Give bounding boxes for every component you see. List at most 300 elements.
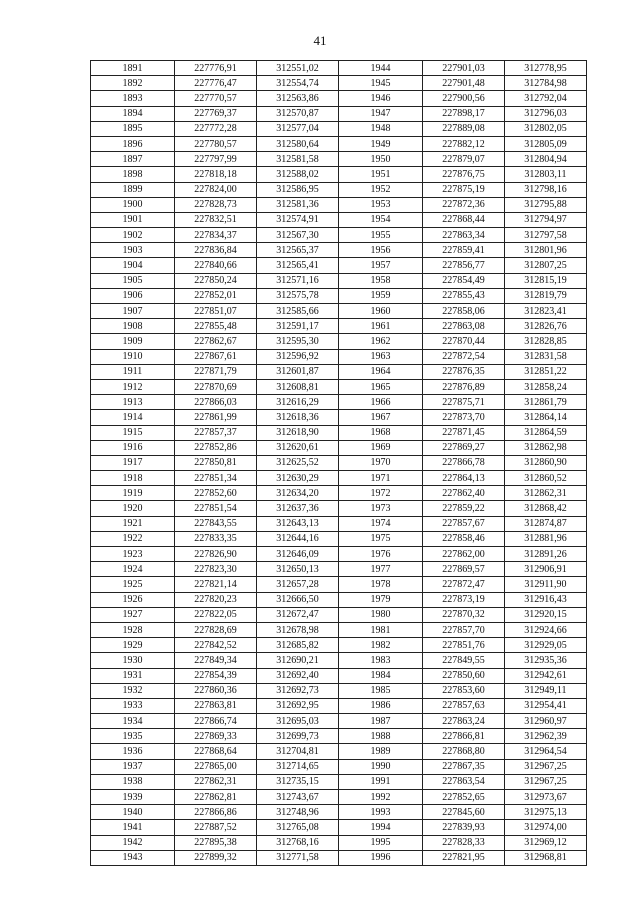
x-coordinate-left: 227850,24 — [175, 273, 257, 288]
table-row — [91, 805, 587, 820]
y-coordinate-right: 312784,98 — [505, 76, 587, 91]
x-coordinate-left: 227899,32 — [175, 850, 257, 865]
y-coordinate-left: 312585,66 — [257, 304, 339, 319]
point-number-right: 1955 — [339, 228, 423, 243]
x-coordinate-left: 227862,81 — [175, 790, 257, 805]
x-coordinate-right: 227901,48 — [423, 76, 505, 91]
point-number-left: 1916 — [91, 440, 175, 455]
y-coordinate-right: 312795,88 — [505, 197, 587, 212]
x-coordinate-left: 227861,99 — [175, 410, 257, 425]
x-coordinate-right: 227858,06 — [423, 304, 505, 319]
y-coordinate-right: 312973,67 — [505, 790, 587, 805]
y-coordinate-left: 312616,29 — [257, 395, 339, 410]
y-coordinate-left: 312586,95 — [257, 182, 339, 197]
y-coordinate-right: 312851,22 — [505, 364, 587, 379]
x-coordinate-left: 227860,36 — [175, 683, 257, 698]
y-coordinate-right: 312924,66 — [505, 622, 587, 637]
y-coordinate-left: 312563,86 — [257, 91, 339, 106]
table-row — [91, 258, 587, 273]
y-coordinate-left: 312692,95 — [257, 698, 339, 713]
y-coordinate-right: 312823,41 — [505, 304, 587, 319]
point-number-left: 1924 — [91, 562, 175, 577]
y-coordinate-right: 312874,87 — [505, 516, 587, 531]
point-number-left: 1936 — [91, 744, 175, 759]
point-number-left: 1911 — [91, 364, 175, 379]
table-row — [91, 516, 587, 531]
point-number-left: 1904 — [91, 258, 175, 273]
y-coordinate-right: 312819,79 — [505, 288, 587, 303]
y-coordinate-left: 312574,91 — [257, 212, 339, 227]
y-coordinate-left: 312630,29 — [257, 471, 339, 486]
x-coordinate-right: 227876,35 — [423, 364, 505, 379]
table-row — [91, 486, 587, 501]
y-coordinate-right: 312864,59 — [505, 425, 587, 440]
y-coordinate-left: 312672,47 — [257, 607, 339, 622]
point-number-right: 1951 — [339, 167, 423, 182]
point-number-left: 1940 — [91, 805, 175, 820]
x-coordinate-right: 227875,71 — [423, 395, 505, 410]
point-number-right: 1972 — [339, 486, 423, 501]
table-row — [91, 395, 587, 410]
point-number-right: 1979 — [339, 592, 423, 607]
point-number-left: 1898 — [91, 167, 175, 182]
y-coordinate-left: 312735,15 — [257, 774, 339, 789]
table-row — [91, 698, 587, 713]
y-coordinate-left: 312699,73 — [257, 729, 339, 744]
x-coordinate-right: 227873,19 — [423, 592, 505, 607]
y-coordinate-left: 312595,30 — [257, 334, 339, 349]
x-coordinate-right: 227868,80 — [423, 744, 505, 759]
point-number-left: 1917 — [91, 455, 175, 470]
y-coordinate-right: 312962,39 — [505, 729, 587, 744]
y-coordinate-right: 312807,25 — [505, 258, 587, 273]
y-coordinate-right: 312974,00 — [505, 820, 587, 835]
point-number-right: 1973 — [339, 501, 423, 516]
y-coordinate-right: 312778,95 — [505, 61, 587, 76]
point-number-left: 1935 — [91, 729, 175, 744]
x-coordinate-left: 227867,61 — [175, 349, 257, 364]
point-number-left: 1920 — [91, 501, 175, 516]
point-number-left: 1943 — [91, 850, 175, 865]
y-coordinate-left: 312646,09 — [257, 547, 339, 562]
point-number-left: 1891 — [91, 61, 175, 76]
x-coordinate-left: 227851,07 — [175, 304, 257, 319]
table-row — [91, 425, 587, 440]
y-coordinate-left: 312570,87 — [257, 106, 339, 121]
table-row — [91, 668, 587, 683]
x-coordinate-right: 227859,22 — [423, 501, 505, 516]
y-coordinate-left: 312618,90 — [257, 425, 339, 440]
y-coordinate-right: 312964,54 — [505, 744, 587, 759]
point-number-right: 1980 — [339, 607, 423, 622]
y-coordinate-right: 312802,05 — [505, 121, 587, 136]
x-coordinate-left: 227866,74 — [175, 714, 257, 729]
x-coordinate-right: 227828,33 — [423, 835, 505, 850]
y-coordinate-left: 312596,92 — [257, 349, 339, 364]
x-coordinate-left: 227818,18 — [175, 167, 257, 182]
x-coordinate-left: 227852,01 — [175, 288, 257, 303]
table-row — [91, 334, 587, 349]
point-number-right: 1988 — [339, 729, 423, 744]
x-coordinate-right: 227864,13 — [423, 471, 505, 486]
table-row — [91, 410, 587, 425]
table-row — [91, 349, 587, 364]
x-coordinate-right: 227900,56 — [423, 91, 505, 106]
x-coordinate-left: 227887,52 — [175, 820, 257, 835]
point-number-right: 1974 — [339, 516, 423, 531]
x-coordinate-right: 227849,55 — [423, 653, 505, 668]
point-number-left: 1934 — [91, 714, 175, 729]
table-row — [91, 121, 587, 136]
y-coordinate-right: 312891,26 — [505, 547, 587, 562]
point-number-right: 1944 — [339, 61, 423, 76]
x-coordinate-left: 227869,33 — [175, 729, 257, 744]
x-coordinate-right: 227867,35 — [423, 759, 505, 774]
x-coordinate-right: 227852,65 — [423, 790, 505, 805]
y-coordinate-left: 312657,28 — [257, 577, 339, 592]
x-coordinate-right: 227873,70 — [423, 410, 505, 425]
point-number-left: 1941 — [91, 820, 175, 835]
point-number-left: 1893 — [91, 91, 175, 106]
point-number-right: 1995 — [339, 835, 423, 850]
point-number-left: 1909 — [91, 334, 175, 349]
y-coordinate-right: 312828,85 — [505, 334, 587, 349]
x-coordinate-right: 227851,76 — [423, 638, 505, 653]
y-coordinate-right: 312911,90 — [505, 577, 587, 592]
y-coordinate-left: 312643,13 — [257, 516, 339, 531]
y-coordinate-left: 312690,21 — [257, 653, 339, 668]
x-coordinate-right: 227869,57 — [423, 562, 505, 577]
point-number-right: 1987 — [339, 714, 423, 729]
point-number-left: 1942 — [91, 835, 175, 850]
y-coordinate-left: 312704,81 — [257, 744, 339, 759]
x-coordinate-left: 227850,81 — [175, 455, 257, 470]
table-row — [91, 106, 587, 121]
point-number-right: 1946 — [339, 91, 423, 106]
point-number-right: 1947 — [339, 106, 423, 121]
point-number-right: 1957 — [339, 258, 423, 273]
point-number-left: 1906 — [91, 288, 175, 303]
table-row — [91, 273, 587, 288]
x-coordinate-right: 227854,49 — [423, 273, 505, 288]
y-coordinate-left: 312714,65 — [257, 759, 339, 774]
x-coordinate-right: 227869,27 — [423, 440, 505, 455]
y-coordinate-right: 312967,25 — [505, 759, 587, 774]
y-coordinate-left: 312637,36 — [257, 501, 339, 516]
point-number-right: 1994 — [339, 820, 423, 835]
point-number-left: 1902 — [91, 228, 175, 243]
table-row — [91, 91, 587, 106]
x-coordinate-left: 227821,14 — [175, 577, 257, 592]
y-coordinate-right: 312794,97 — [505, 212, 587, 227]
y-coordinate-right: 312968,81 — [505, 850, 587, 865]
x-coordinate-left: 227852,86 — [175, 440, 257, 455]
y-coordinate-left: 312678,98 — [257, 622, 339, 637]
point-number-left: 1899 — [91, 182, 175, 197]
point-number-right: 1986 — [339, 698, 423, 713]
table-row — [91, 319, 587, 334]
y-coordinate-right: 312801,96 — [505, 243, 587, 258]
table-row — [91, 501, 587, 516]
point-number-right: 1996 — [339, 850, 423, 865]
point-number-right: 1982 — [339, 638, 423, 653]
page-number: 41 — [313, 33, 327, 48]
point-number-right: 1956 — [339, 243, 423, 258]
x-coordinate-left: 227776,91 — [175, 61, 257, 76]
y-coordinate-right: 312826,76 — [505, 319, 587, 334]
x-coordinate-left: 227866,03 — [175, 395, 257, 410]
table-row — [91, 622, 587, 637]
x-coordinate-right: 227863,08 — [423, 319, 505, 334]
point-number-left: 1937 — [91, 759, 175, 774]
table-row — [91, 547, 587, 562]
x-coordinate-left: 227840,66 — [175, 258, 257, 273]
y-coordinate-right: 312797,58 — [505, 228, 587, 243]
y-coordinate-left: 312608,81 — [257, 379, 339, 394]
x-coordinate-left: 227772,28 — [175, 121, 257, 136]
y-coordinate-right: 312967,25 — [505, 774, 587, 789]
table-row — [91, 197, 587, 212]
point-number-right: 1961 — [339, 319, 423, 334]
y-coordinate-right: 312804,94 — [505, 152, 587, 167]
y-coordinate-left: 312692,40 — [257, 668, 339, 683]
point-number-left: 1905 — [91, 273, 175, 288]
x-coordinate-right: 227821,95 — [423, 850, 505, 865]
x-coordinate-left: 227862,31 — [175, 774, 257, 789]
point-number-right: 1949 — [339, 136, 423, 151]
point-number-right: 1981 — [339, 622, 423, 637]
y-coordinate-left: 312588,02 — [257, 167, 339, 182]
x-coordinate-left: 227857,37 — [175, 425, 257, 440]
point-number-right: 1967 — [339, 410, 423, 425]
table-row — [91, 850, 587, 865]
x-coordinate-left: 227832,51 — [175, 212, 257, 227]
y-coordinate-right: 312864,14 — [505, 410, 587, 425]
x-coordinate-right: 227853,60 — [423, 683, 505, 698]
point-number-right: 1992 — [339, 790, 423, 805]
x-coordinate-left: 227895,38 — [175, 835, 257, 850]
x-coordinate-left: 227834,37 — [175, 228, 257, 243]
point-number-left: 1897 — [91, 152, 175, 167]
x-coordinate-right: 227862,00 — [423, 547, 505, 562]
point-number-right: 1990 — [339, 759, 423, 774]
point-number-left: 1939 — [91, 790, 175, 805]
x-coordinate-left: 227780,57 — [175, 136, 257, 151]
x-coordinate-right: 227870,32 — [423, 607, 505, 622]
x-coordinate-right: 227872,54 — [423, 349, 505, 364]
table-row — [91, 683, 587, 698]
point-number-left: 1900 — [91, 197, 175, 212]
x-coordinate-right: 227862,40 — [423, 486, 505, 501]
table-row — [91, 835, 587, 850]
x-coordinate-right: 227845,60 — [423, 805, 505, 820]
point-number-right: 1959 — [339, 288, 423, 303]
y-coordinate-left: 312650,13 — [257, 562, 339, 577]
point-number-right: 1970 — [339, 455, 423, 470]
point-number-right: 1989 — [339, 744, 423, 759]
x-coordinate-right: 227868,44 — [423, 212, 505, 227]
point-number-left: 1907 — [91, 304, 175, 319]
x-coordinate-left: 227828,73 — [175, 197, 257, 212]
x-coordinate-left: 227852,60 — [175, 486, 257, 501]
y-coordinate-left: 312565,37 — [257, 243, 339, 258]
table-row — [91, 790, 587, 805]
point-number-left: 1903 — [91, 243, 175, 258]
y-coordinate-left: 312618,36 — [257, 410, 339, 425]
y-coordinate-right: 312860,52 — [505, 471, 587, 486]
point-number-left: 1892 — [91, 76, 175, 91]
x-coordinate-right: 227857,63 — [423, 698, 505, 713]
x-coordinate-left: 227851,54 — [175, 501, 257, 516]
point-number-left: 1913 — [91, 395, 175, 410]
y-coordinate-left: 312580,64 — [257, 136, 339, 151]
coordinates-table-body — [91, 61, 587, 866]
point-number-left: 1912 — [91, 379, 175, 394]
point-number-right: 1984 — [339, 668, 423, 683]
point-number-left: 1928 — [91, 622, 175, 637]
y-coordinate-right: 312906,91 — [505, 562, 587, 577]
y-coordinate-right: 312861,79 — [505, 395, 587, 410]
y-coordinate-left: 312581,36 — [257, 197, 339, 212]
x-coordinate-right: 227875,19 — [423, 182, 505, 197]
x-coordinate-right: 227855,43 — [423, 288, 505, 303]
table-row — [91, 820, 587, 835]
point-number-left: 1915 — [91, 425, 175, 440]
point-number-left: 1931 — [91, 668, 175, 683]
x-coordinate-left: 227828,69 — [175, 622, 257, 637]
point-number-right: 1978 — [339, 577, 423, 592]
table-row — [91, 288, 587, 303]
y-coordinate-left: 312625,52 — [257, 455, 339, 470]
y-coordinate-right: 312831,58 — [505, 349, 587, 364]
y-coordinate-left: 312554,74 — [257, 76, 339, 91]
table-row — [91, 653, 587, 668]
point-number-right: 1971 — [339, 471, 423, 486]
x-coordinate-right: 227901,03 — [423, 61, 505, 76]
point-number-left: 1921 — [91, 516, 175, 531]
point-number-right: 1952 — [339, 182, 423, 197]
table-row — [91, 531, 587, 546]
x-coordinate-left: 227854,39 — [175, 668, 257, 683]
x-coordinate-right: 227866,78 — [423, 455, 505, 470]
point-number-right: 1969 — [339, 440, 423, 455]
table-row — [91, 744, 587, 759]
x-coordinate-left: 227862,67 — [175, 334, 257, 349]
y-coordinate-right: 312860,90 — [505, 455, 587, 470]
y-coordinate-left: 312748,96 — [257, 805, 339, 820]
y-coordinate-right: 312920,15 — [505, 607, 587, 622]
table-row — [91, 304, 587, 319]
x-coordinate-left: 227866,86 — [175, 805, 257, 820]
point-number-left: 1895 — [91, 121, 175, 136]
x-coordinate-right: 227871,45 — [423, 425, 505, 440]
y-coordinate-left: 312765,08 — [257, 820, 339, 835]
y-coordinate-right: 312805,09 — [505, 136, 587, 151]
table-row — [91, 714, 587, 729]
y-coordinate-left: 312695,03 — [257, 714, 339, 729]
y-coordinate-left: 312666,50 — [257, 592, 339, 607]
x-coordinate-left: 227833,35 — [175, 531, 257, 546]
point-number-right: 1964 — [339, 364, 423, 379]
point-number-right: 1991 — [339, 774, 423, 789]
x-coordinate-left: 227843,55 — [175, 516, 257, 531]
y-coordinate-right: 312975,13 — [505, 805, 587, 820]
table-row — [91, 592, 587, 607]
point-number-left: 1926 — [91, 592, 175, 607]
x-coordinate-left: 227836,84 — [175, 243, 257, 258]
y-coordinate-right: 312792,04 — [505, 91, 587, 106]
table-row — [91, 638, 587, 653]
point-number-right: 1993 — [339, 805, 423, 820]
point-number-right: 1985 — [339, 683, 423, 698]
table-row — [91, 729, 587, 744]
table-row — [91, 212, 587, 227]
point-number-left: 1918 — [91, 471, 175, 486]
y-coordinate-left: 312581,58 — [257, 152, 339, 167]
y-coordinate-right: 312949,11 — [505, 683, 587, 698]
x-coordinate-right: 227857,70 — [423, 622, 505, 637]
y-coordinate-left: 312551,02 — [257, 61, 339, 76]
table-row — [91, 136, 587, 151]
y-coordinate-right: 312868,42 — [505, 501, 587, 516]
y-coordinate-left: 312743,67 — [257, 790, 339, 805]
y-coordinate-left: 312577,04 — [257, 121, 339, 136]
y-coordinate-left: 312771,58 — [257, 850, 339, 865]
y-coordinate-left: 312634,20 — [257, 486, 339, 501]
x-coordinate-right: 227850,60 — [423, 668, 505, 683]
point-number-right: 1963 — [339, 349, 423, 364]
point-number-right: 1953 — [339, 197, 423, 212]
x-coordinate-left: 227824,00 — [175, 182, 257, 197]
x-coordinate-right: 227858,46 — [423, 531, 505, 546]
x-coordinate-left: 227855,48 — [175, 319, 257, 334]
x-coordinate-left: 227870,69 — [175, 379, 257, 394]
table-row — [91, 167, 587, 182]
y-coordinate-left: 312768,16 — [257, 835, 339, 850]
x-coordinate-right: 227898,17 — [423, 106, 505, 121]
point-number-left: 1919 — [91, 486, 175, 501]
x-coordinate-right: 227882,12 — [423, 136, 505, 151]
y-coordinate-right: 312929,05 — [505, 638, 587, 653]
point-number-left: 1932 — [91, 683, 175, 698]
y-coordinate-left: 312571,16 — [257, 273, 339, 288]
x-coordinate-left: 227822,05 — [175, 607, 257, 622]
coordinates-table — [90, 60, 587, 866]
x-coordinate-left: 227770,57 — [175, 91, 257, 106]
point-number-right: 1975 — [339, 531, 423, 546]
y-coordinate-left: 312620,61 — [257, 440, 339, 455]
y-coordinate-left: 312565,41 — [257, 258, 339, 273]
point-number-right: 1948 — [339, 121, 423, 136]
x-coordinate-left: 227797,99 — [175, 152, 257, 167]
y-coordinate-right: 312798,16 — [505, 182, 587, 197]
y-coordinate-left: 312567,30 — [257, 228, 339, 243]
x-coordinate-left: 227842,52 — [175, 638, 257, 653]
table-row — [91, 152, 587, 167]
y-coordinate-right: 312815,19 — [505, 273, 587, 288]
point-number-right: 1950 — [339, 152, 423, 167]
y-coordinate-right: 312858,24 — [505, 379, 587, 394]
y-coordinate-left: 312692,73 — [257, 683, 339, 698]
table-row — [91, 61, 587, 76]
point-number-right: 1968 — [339, 425, 423, 440]
x-coordinate-right: 227863,54 — [423, 774, 505, 789]
y-coordinate-right: 312916,43 — [505, 592, 587, 607]
table-row — [91, 228, 587, 243]
table-row — [91, 379, 587, 394]
point-number-right: 1958 — [339, 273, 423, 288]
y-coordinate-left: 312601,87 — [257, 364, 339, 379]
